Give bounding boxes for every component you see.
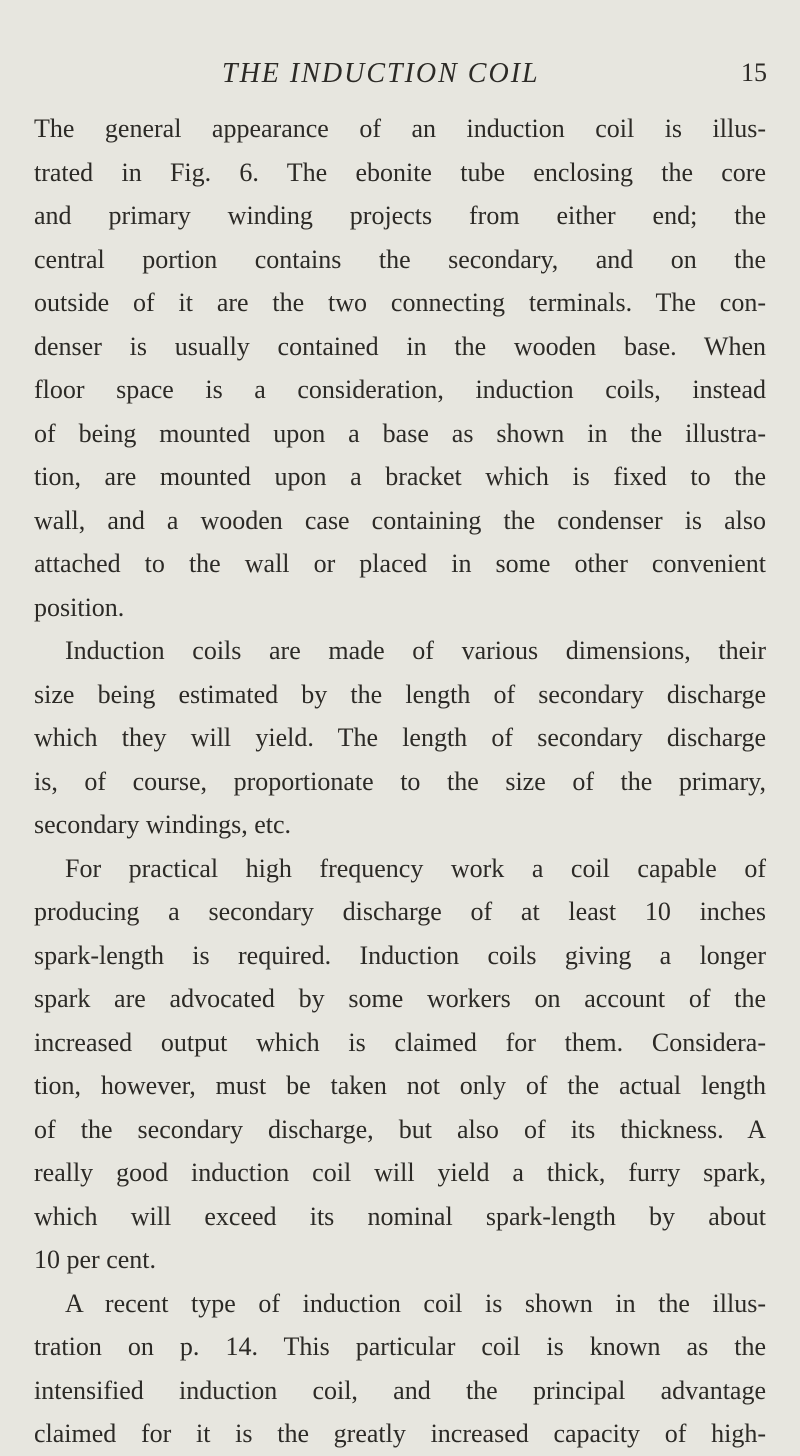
text-line: which they will yield. The length of secondary discharge — [34, 723, 766, 752]
text-line: of being mounted upon a base as shown in the illustra- — [34, 418, 766, 448]
text-line: wall, and a wooden case containing the condenser is also — [34, 505, 766, 535]
text-line: of the secondary discharge, but also of its thickness. A — [34, 1114, 766, 1144]
running-title: THE INDUCTION COIL — [222, 58, 540, 89]
text-line: spark are advocated by some workers on account of the — [34, 984, 766, 1013]
text-line: floor space is a consideration, induction coils, instead — [34, 375, 766, 404]
text-line: intensified induction coil, and the principal advantage — [34, 1375, 766, 1405]
text-line: denser is usually contained in the wooden base. When — [34, 331, 766, 361]
text-line: central portion contains the secondary, and on the — [34, 244, 766, 274]
text-line: attached to the wall or placed in some other convenient — [34, 549, 766, 578]
running-head — [222, 58, 767, 98]
text-line: Induction coils are made of various dimensions, their — [65, 636, 766, 665]
text-line: really good induction coil will yield a thick, furry spark, — [34, 1158, 766, 1187]
text-line: spark-length is required. Induction coils giving a longer — [34, 940, 766, 970]
text-line: trated in Fig. 6. The ebonite tube enclosing the core — [34, 157, 766, 187]
text-line: secondary windings, etc. — [34, 810, 292, 839]
text-line: increased output which is claimed for them. Considera- — [34, 1027, 766, 1057]
text-line: which will exceed its nominal spark-length by about — [34, 1201, 766, 1231]
text-line: and primary winding projects from either end; the — [34, 201, 766, 230]
text-line: claimed for it is the greatly increased capacity of high- — [34, 1419, 766, 1448]
text-line: is, of course, proportionate to the size of the primary, — [34, 766, 766, 796]
text-line: size being estimated by the length of secondary discharge — [34, 679, 766, 709]
text-line: tration on p. 14. This particular coil is known as the — [34, 1332, 766, 1361]
body-text — [34, 107, 766, 1456]
text-line: tion, however, must be taken not only of the actual length — [34, 1071, 766, 1100]
text-line: A recent type of induction coil is shown in the illus- — [65, 1288, 766, 1318]
text-line: The general appearance of an induction coil is illus- — [34, 114, 766, 143]
text-line: position. — [34, 592, 125, 622]
text-line: outside of it are the two connecting terminals. The con- — [34, 288, 766, 317]
text-line: tion, are mounted upon a bracket which is fixed to the — [34, 462, 766, 491]
text-line: producing a secondary discharge of at least 10 inches — [34, 897, 766, 926]
page-number: 15 — [741, 58, 767, 87]
text-line: 10 per cent. — [34, 1245, 157, 1274]
text-line: For practical high frequency work a coil capable of — [65, 853, 766, 883]
